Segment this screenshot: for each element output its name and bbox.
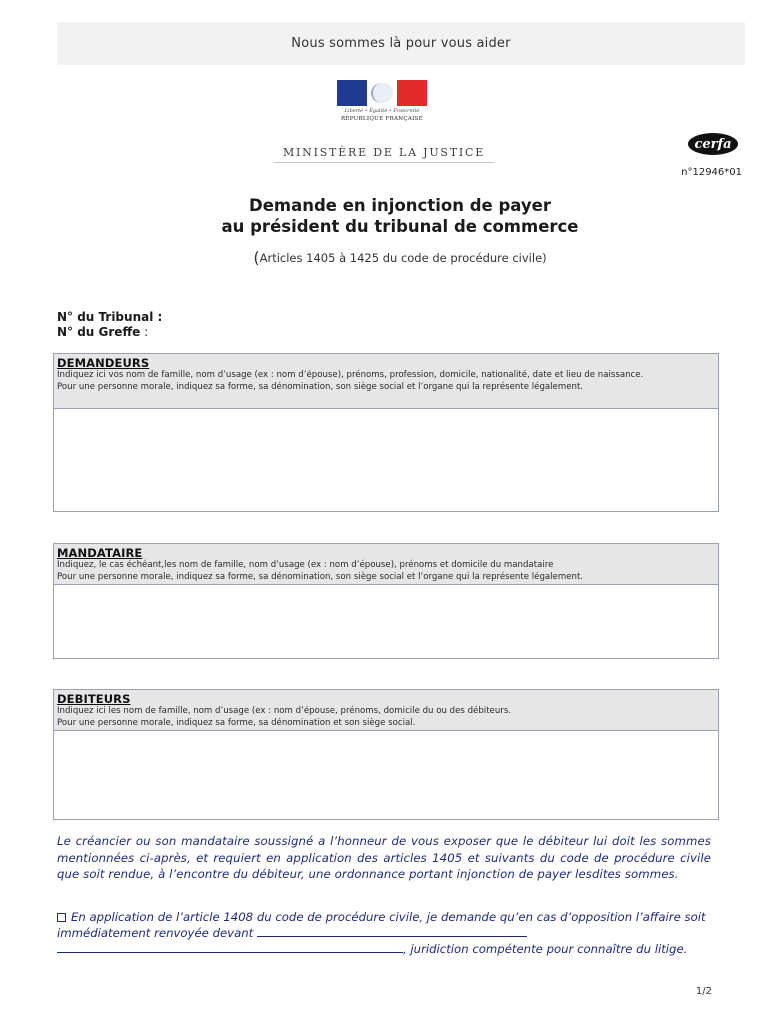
section-demandeurs xyxy=(53,353,719,512)
greffe-number-colon: : xyxy=(140,325,149,339)
tribunal-number-label: N° du Tribunal xyxy=(57,310,154,324)
flag-white-band xyxy=(367,80,397,106)
page-number: 1/2 xyxy=(695,986,712,997)
cerfa-logo: cerfa xyxy=(688,133,738,155)
section-demandeurs-title: DEMANDEURS xyxy=(57,356,150,370)
republic-name: RÉPUBLIQUE FRANÇAISE xyxy=(340,116,424,122)
opposition-checkbox[interactable] xyxy=(57,913,66,922)
title-line-1: Demande en injonction de payer xyxy=(249,196,551,215)
section-mandataire-help-1: Indiquez, le cas échéant,les nom de famille, nom d’usage (ex : nom d’épouse), prénoms et domicile du mandataire xyxy=(57,560,554,570)
opposition-text-2: , juridiction compétente pour connaître du litige. xyxy=(403,942,688,956)
section-mandataire xyxy=(53,543,719,659)
section-mandataire-help-2: Pour une personne morale, indiquez sa forme, sa dénomination, son siège social et l’organe qui la représente légalement. xyxy=(57,571,584,582)
title-line-2: au président du tribunal de commerce xyxy=(221,217,579,236)
section-mandataire-header xyxy=(54,544,718,585)
help-banner-text: Nous sommes là pour vous aider xyxy=(291,36,511,51)
section-debiteurs xyxy=(53,689,719,820)
jurisdiction-blank-2[interactable] xyxy=(57,941,403,953)
ministry-name: MINISTÈRE DE LA JUSTICE xyxy=(282,146,486,159)
section-debiteurs-help-2: Pour une personne morale, indiquez sa forme, sa dénomination et son siège social. xyxy=(57,717,416,728)
mandataire-input[interactable] xyxy=(54,585,718,658)
greffe-number-field[interactable] xyxy=(57,325,148,339)
flag-red-band xyxy=(397,80,427,106)
marianne-emblem xyxy=(337,80,427,106)
section-mandataire-title: MANDATAIRE xyxy=(57,546,143,560)
republic-motto: Liberté • Égalité • Fraternité xyxy=(344,108,420,114)
section-demandeurs-header xyxy=(54,354,718,409)
section-debiteurs-header xyxy=(54,690,718,731)
opposition-text-1: En application de l’article 1408 du code de procédure civile, je demande qu’en cas d’opposition l’affaire soit immédiatement renvoyée devant xyxy=(57,910,706,940)
section-debiteurs-title: DEBITEURS xyxy=(57,692,131,706)
document-title xyxy=(100,195,700,237)
tribunal-number-field[interactable] xyxy=(57,310,162,324)
section-debiteurs-help-1: Indiquez ici les nom de famille, nom d’usage (ex : nom d’épouse, prénoms, domicile du ou des débiteurs. xyxy=(57,706,512,716)
subtitle-open-paren: ( xyxy=(253,248,260,267)
flag-blue-band xyxy=(337,80,367,106)
document-subtitle xyxy=(100,248,700,267)
debiteurs-input[interactable] xyxy=(54,731,718,819)
subtitle-text: Articles 1405 à 1425 du code de procédure civile) xyxy=(259,251,547,265)
section-demandeurs-help-1: Indiquez ici vos nom de famille, nom d’usage (ex : nom d’épouse), prénoms, profession, domicile, nationalité, date et lieu de naissance. xyxy=(57,370,644,380)
section-demandeurs-help-2: Pour une personne morale, indiquez sa forme, sa dénomination, son siège social et l’organe qui la représente légalement. xyxy=(57,381,584,392)
ministry-rule xyxy=(274,162,494,163)
marianne-profile-icon xyxy=(371,83,393,103)
tribunal-number-colon: : xyxy=(153,310,163,324)
demandeurs-input[interactable] xyxy=(54,409,718,511)
creditor-declaration: Le créancier ou son mandataire soussigné a l’honneur de vous exposer que le débiteur lui doit les sommes mentionnées ci-après, et requiert en application des articles 1405 et suivants du code de procédure civile que soit rendue, à l’encontre du débiteur, une ordonnance portant injonction de payer lesdites sommes. xyxy=(57,834,711,881)
greffe-number-label: N° du Greffe xyxy=(57,325,141,339)
ministry-logo xyxy=(274,80,494,166)
opposition-clause xyxy=(57,909,717,957)
cerfa-number: n°12946*01 xyxy=(681,167,742,178)
help-banner[interactable] xyxy=(57,22,745,65)
jurisdiction-blank-1[interactable] xyxy=(257,925,527,937)
